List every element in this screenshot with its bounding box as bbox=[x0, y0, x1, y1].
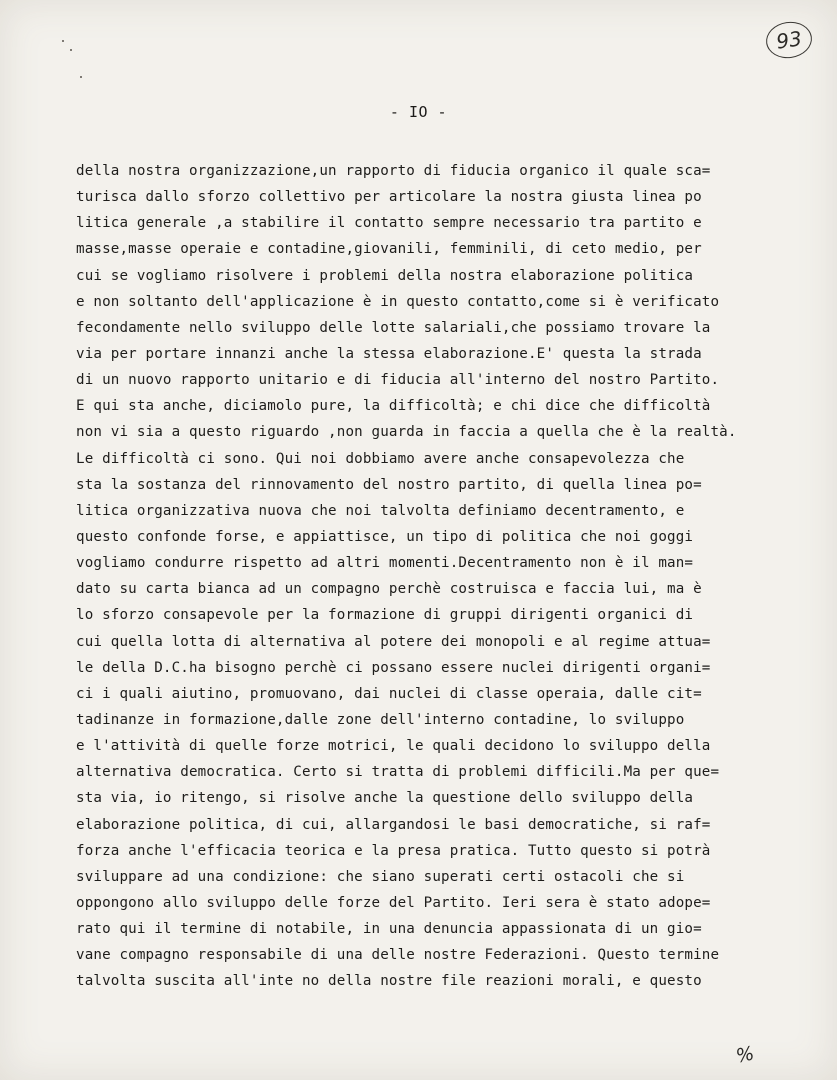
text-line: sviluppare ad una condizione: che siano superati certi ostacoli che si bbox=[76, 868, 685, 885]
text-line: forza anche l'efficacia teorica e la presa pratica. Tutto questo si potrà bbox=[76, 842, 711, 859]
text-line: fecondamente nello sviluppo delle lotte salariali,che possiamo trovare la bbox=[76, 319, 711, 336]
text-line: alternativa democratica. Certo si tratta di problemi difficili.Ma per que= bbox=[76, 764, 720, 781]
text-line: questo confonde forse, e appiattisce, un tipo di politica che noi goggi bbox=[76, 528, 694, 545]
text-line: lo sforzo consapevole per la formazione di gruppi dirigenti organici di bbox=[76, 607, 694, 624]
text-line: ci i quali aiutino, promuovano, dai nuclei di classe operaia, dalle cit= bbox=[76, 685, 702, 702]
text-line: dato su carta bianca ad un compagno perchè costruisca e faccia lui, ma è bbox=[76, 581, 702, 598]
text-line: vogliamo condurre rispetto ad altri momenti.Decentramento non è il man= bbox=[76, 555, 694, 572]
text-line: rato qui il termine di notabile, in una denuncia appassionata di un gio= bbox=[76, 921, 702, 938]
text-line: via per portare innanzi anche la stessa elaborazione.E' questa la strada bbox=[76, 345, 702, 362]
typed-body-text bbox=[76, 158, 806, 995]
text-line: litica organizzativa nuova che noi talvolta definiamo decentramento, e bbox=[76, 502, 685, 519]
text-line: e non soltanto dell'applicazione è in questo contatto,come si è verificato bbox=[76, 293, 720, 310]
text-line: e l'attività di quelle forze motrici, le quali decidono lo sviluppo della bbox=[76, 738, 711, 755]
paper-speck bbox=[80, 76, 82, 78]
text-line: sta via, io ritengo, si risolve anche la questione dello sviluppo della bbox=[76, 790, 694, 807]
text-line: masse,masse operaie e contadine,giovanili, femminili, di ceto medio, per bbox=[76, 241, 702, 258]
page-number: - IO - bbox=[389, 103, 448, 121]
text-line: tadinanze in formazione,dalle zone dell'interno contadine, lo sviluppo bbox=[76, 711, 685, 728]
text-line: le della D.C.ha bisogno perchè ci possano essere nuclei dirigenti organi= bbox=[76, 659, 711, 676]
footer-handwritten-mark: % bbox=[733, 1042, 757, 1068]
text-line: sta la sostanza del rinnovamento del nostro partito, di quella linea po= bbox=[76, 476, 702, 493]
text-line: non vi sia a questo riguardo ,non guarda in faccia a quella che è la realtà. bbox=[76, 424, 737, 441]
text-line: elaborazione politica, di cui, allargandosi le basi democratiche, si raf= bbox=[76, 816, 711, 833]
text-line: della nostra organizzazione,un rapporto di fiducia organico il quale sca= bbox=[76, 163, 711, 179]
text-line: vane compagno responsabile di una delle nostre Federazioni. Questo termine bbox=[76, 947, 720, 964]
text-line: di un nuovo rapporto unitario e di fiducia all'interno del nostro Partito. bbox=[76, 372, 720, 389]
text-line: cui se vogliamo risolvere i problemi della nostra elaborazione politica bbox=[76, 267, 694, 284]
text-line: cui quella lotta di alternativa al potere dei monopoli e al regime attua= bbox=[76, 633, 711, 650]
paper-speck bbox=[62, 40, 64, 42]
text-line: E qui sta anche, diciamolo pure, la difficoltà; e chi dice che difficoltà bbox=[76, 398, 711, 415]
archive-page-number-stamp: 93 bbox=[764, 19, 815, 61]
text-line: turisca dallo sforzo collettivo per articolare la nostra giusta linea po bbox=[76, 189, 702, 206]
text-line: talvolta suscita all'inte no della nostre file reazioni morali, e questo bbox=[76, 973, 702, 990]
text-line: litica generale ,a stabilire il contatto sempre necessario tra partito e bbox=[76, 215, 702, 232]
text-line: Le difficoltà ci sono. Qui noi dobbiamo avere anche consapevolezza che bbox=[76, 450, 685, 467]
paper-speck bbox=[70, 49, 72, 51]
text-line: oppongono allo sviluppo delle forze del Partito. Ieri sera è stato adope= bbox=[76, 894, 711, 911]
